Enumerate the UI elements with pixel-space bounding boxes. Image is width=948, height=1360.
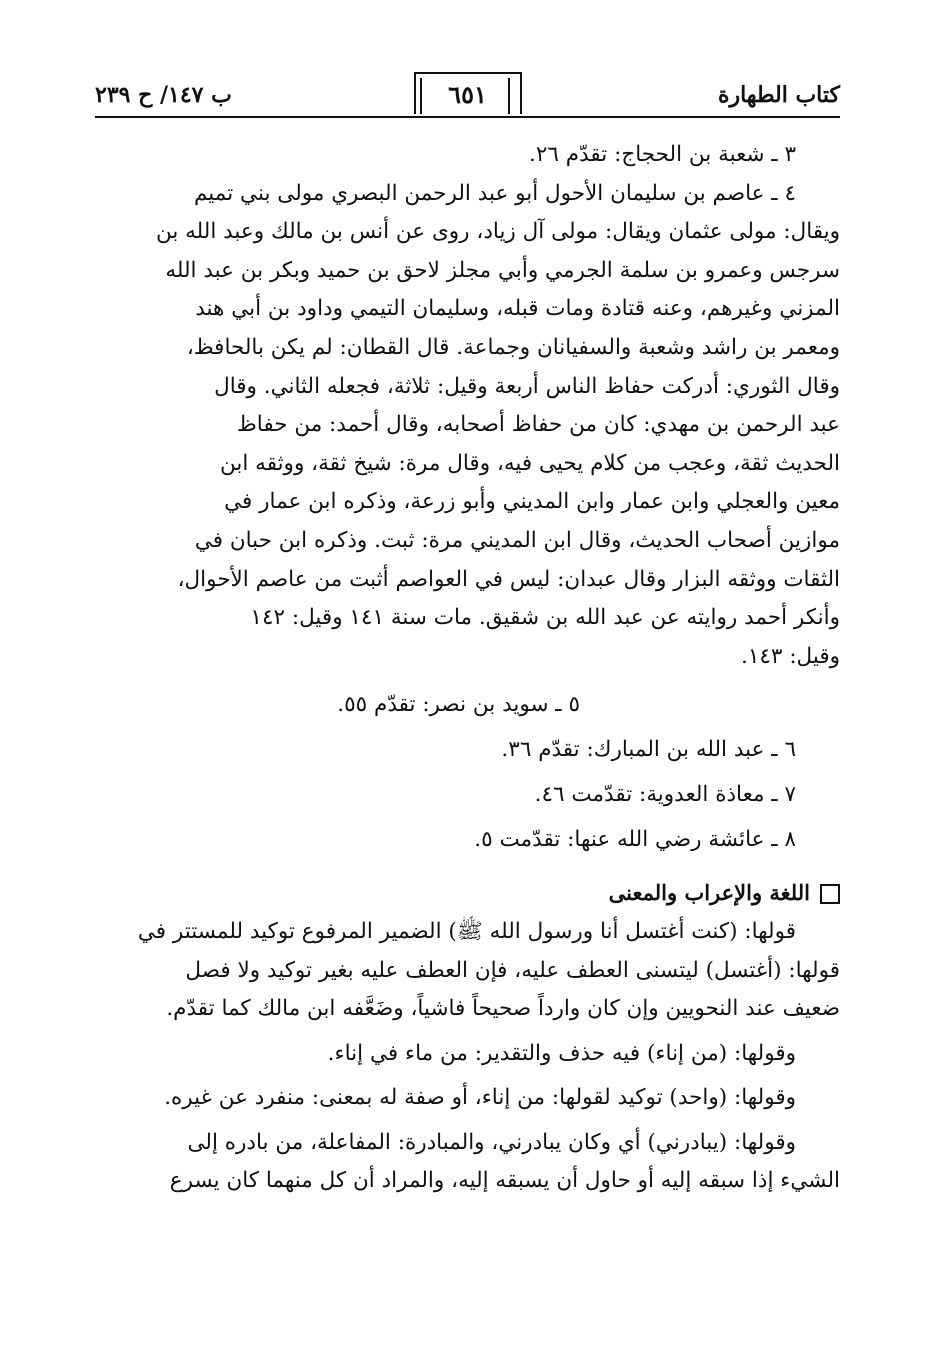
book-page — [95, 70, 840, 1201]
page-number: ٦٥١ — [414, 72, 522, 114]
narrator-4-line: ويقال: مولى عثمان ويقال: مولى آل زياد، روى عن أنس بن مالك وعبد الله بن — [155, 219, 840, 245]
square-bullet-icon — [820, 884, 840, 904]
narrator-3: ٣ ـ شعبة بن الحجاج: تقدّم ٢٦. — [529, 142, 796, 167]
page-header — [95, 70, 840, 118]
narrator-6: ٦ ـ عبد الله بن المبارك: تقدّم ٣٦. — [501, 737, 796, 763]
narrator-4-line: معين والعجلي وابن عمار وابن المديني وأبو زرعة، وذكره ابن عمار في — [224, 489, 840, 515]
commentary-line: الشيء إذا سبقه إليه أو حاول أن يسبقه إليه، والمراد أن كل منهما كان يسرع — [169, 1168, 840, 1194]
section-title: اللغة والإعراب والمعنى — [608, 880, 810, 906]
narrator-4-line: وأنكر أحمد روايته عن عبد الله بن شقيق. مات سنة ١٤١ وقيل: ١٤٢ — [250, 605, 840, 631]
narrator-4-line: الحديث ثقة، وعجب من كلام يحيى فيه، وقال مرة: شيخ ثقة، ووثقه ابن — [220, 450, 840, 476]
narrator-4-line: الثقات ووثقه البزار وقال عبدان: ليس في العواصم أثبت من عاصم الأحوال، — [177, 566, 840, 592]
narrator-4-line: ومعمر بن راشد وشعبة والسفيانان وجماعة. قال القطان: لم يكن بالحافظ، — [186, 334, 840, 360]
commentary-line: ضعيف عند النحويين وإن كان وارداً صحيحاً فاشياً، وضَعَّفه ابن مالك كما تقدّم. — [166, 996, 840, 1022]
narrator-4-line: موازين أصحاب الحديث، وقال ابن المديني مرة: ثبت. وذكره ابن حبان في — [194, 527, 840, 553]
commentary-1 — [95, 913, 840, 1029]
commentary-2: وقولها: (من إناء) فيه حذف والتقدير: من ماء في إناء. — [327, 1040, 796, 1066]
book-title: كتاب الطهارة — [717, 82, 840, 108]
narrator-4-line: ٤ ـ عاصم بن سليمان الأحول أبو عبد الرحمن البصري مولى بني تميم — [194, 180, 796, 206]
narrator-5: ٥ ـ سويد بن نصر: تقدّم ٥٥. — [337, 692, 580, 718]
narrator-4-line: المزني وغيرهم، وعنه قتادة ومات قبله، وسليمان التيمي وداود بن أبي هند — [195, 296, 840, 322]
narrator-7: ٧ ـ معاذة العدوية: تقدّمت ٤٦. — [534, 782, 796, 808]
commentary-3: وقولها: (واحد) توكيد لقولها: من إناء، أو صفة له بمعنى: منفرد عن غيره. — [164, 1085, 796, 1111]
commentary-line: قولها: (أغتسل) ليتسنى العطف عليه، فإن العطف عليه بغير توكيد ولا فصل — [185, 957, 840, 983]
commentary-line: وقولها: (يبادرني) أي وكان يبادرني، والمبادرة: المفاعلة، من بادره إلى — [187, 1129, 796, 1155]
chapter-reference: ب ١٤٧/ ح ٢٣٩ — [95, 82, 232, 108]
narrator-4-line: وقال الثوري: أدركت حفاظ الناس أربعة وقيل: ثلاثة، فجعله الثاني. وقال — [214, 373, 840, 399]
narrator-4-line: وقيل: ١٤٣. — [740, 643, 840, 669]
section-heading — [95, 874, 840, 913]
commentary-4 — [95, 1124, 840, 1201]
narrator-4-line: سرجس وعمرو بن سلمة الجرمي وأبي مجلز لاحق بن حميد وبكر بن عبد الله — [165, 257, 840, 283]
page-body — [95, 136, 840, 1201]
narrator-4 — [95, 175, 840, 677]
commentary-line: قولها: (كنت أغتسل أنا ورسول الله ﷺ) الضمير المرفوع توكيد للمستتر في — [137, 918, 796, 944]
narrator-4-line: عبد الرحمن بن مهدي: كان من حفاظ أصحابه، وقال أحمد: من حفاظ — [236, 412, 840, 438]
narrator-8: ٨ ـ عائشة رضي الله عنها: تقدّمت ٥. — [474, 827, 796, 853]
